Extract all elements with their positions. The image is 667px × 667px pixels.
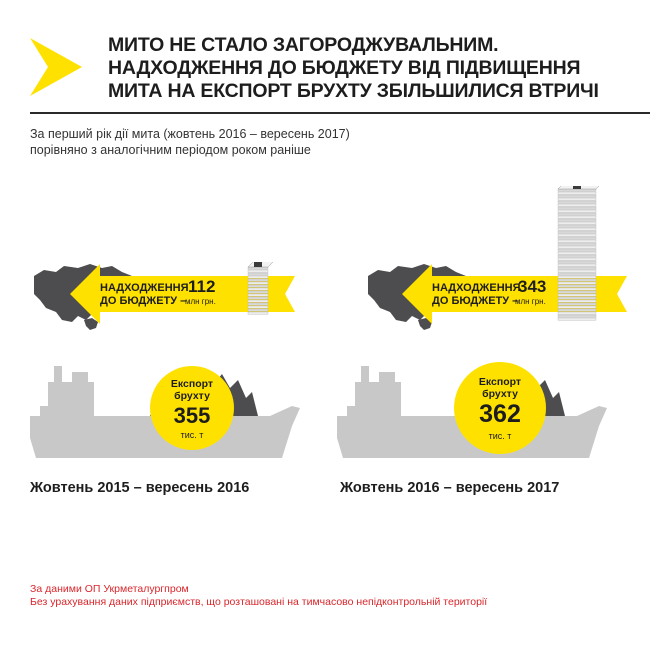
money-stack-icon bbox=[246, 262, 276, 318]
export-label bbox=[454, 376, 546, 400]
page-title bbox=[108, 34, 648, 103]
budget-value-2016: 343 bbox=[518, 277, 547, 296]
title-divider bbox=[30, 112, 650, 114]
title-line-1: МИТО НЕ СТАЛО ЗАГОРОДЖУВАЛЬНИМ. bbox=[108, 34, 499, 56]
subtitle-line-1: За перший рік дії мита (жовтень 2016 – вересень 2017) bbox=[30, 127, 350, 141]
export-unit-2016: тис. т bbox=[488, 431, 512, 441]
source-note bbox=[30, 583, 487, 609]
budget-label bbox=[100, 282, 189, 308]
period-caption-2015: Жовтень 2015 – вересень 2016 bbox=[30, 480, 250, 496]
budget-label-line-1: НАДХОДЖЕННЯ bbox=[432, 282, 521, 294]
budget-label-line-2: ДО БЮДЖЕТУ – bbox=[432, 295, 519, 307]
subtitle-line-2: порівняно з аналогічним періодом роком раніше bbox=[30, 143, 311, 157]
title-line-2: НАДХОДЖЕННЯ ДО БЮДЖЕТУ ВІД ПІДВИЩЕННЯ bbox=[108, 57, 581, 79]
export-label-line-1: Експорт bbox=[478, 376, 522, 388]
export-label-line-1: Експорт bbox=[170, 378, 214, 390]
money-stack-icon bbox=[556, 186, 604, 322]
budget-value-2015: 112 bbox=[188, 277, 216, 296]
export-unit-2015: тис. т bbox=[180, 430, 204, 440]
budget-unit-2015: млн грн. bbox=[185, 297, 216, 306]
export-label-line-2: брухту bbox=[174, 390, 210, 402]
export-value-2016: 362 bbox=[479, 400, 521, 428]
export-label bbox=[150, 378, 234, 402]
export-value-2015: 355 bbox=[173, 403, 211, 428]
budget-label-line-2: ДО БЮДЖЕТУ – bbox=[100, 295, 187, 307]
title-line-3: МИТА НА ЕКСПОРТ БРУХТУ ЗБІЛЬШИЛИСЯ ВТРИЧІ bbox=[108, 80, 599, 102]
header-arrow-icon bbox=[30, 38, 82, 96]
budget-label bbox=[432, 282, 521, 308]
budget-unit-2016: млн грн. bbox=[515, 297, 546, 306]
subtitle bbox=[30, 126, 350, 158]
export-label-line-2: брухту bbox=[482, 388, 518, 400]
source-note-line-1: За даними ОП Укрметалургпром bbox=[30, 583, 189, 595]
budget-label-line-1: НАДХОДЖЕННЯ bbox=[100, 282, 189, 294]
period-caption-2016: Жовтень 2016 – вересень 2017 bbox=[340, 480, 560, 496]
source-note-line-2: Без урахування даних підприємств, що розташовані на тимчасово непідконтрольній території bbox=[30, 596, 488, 608]
